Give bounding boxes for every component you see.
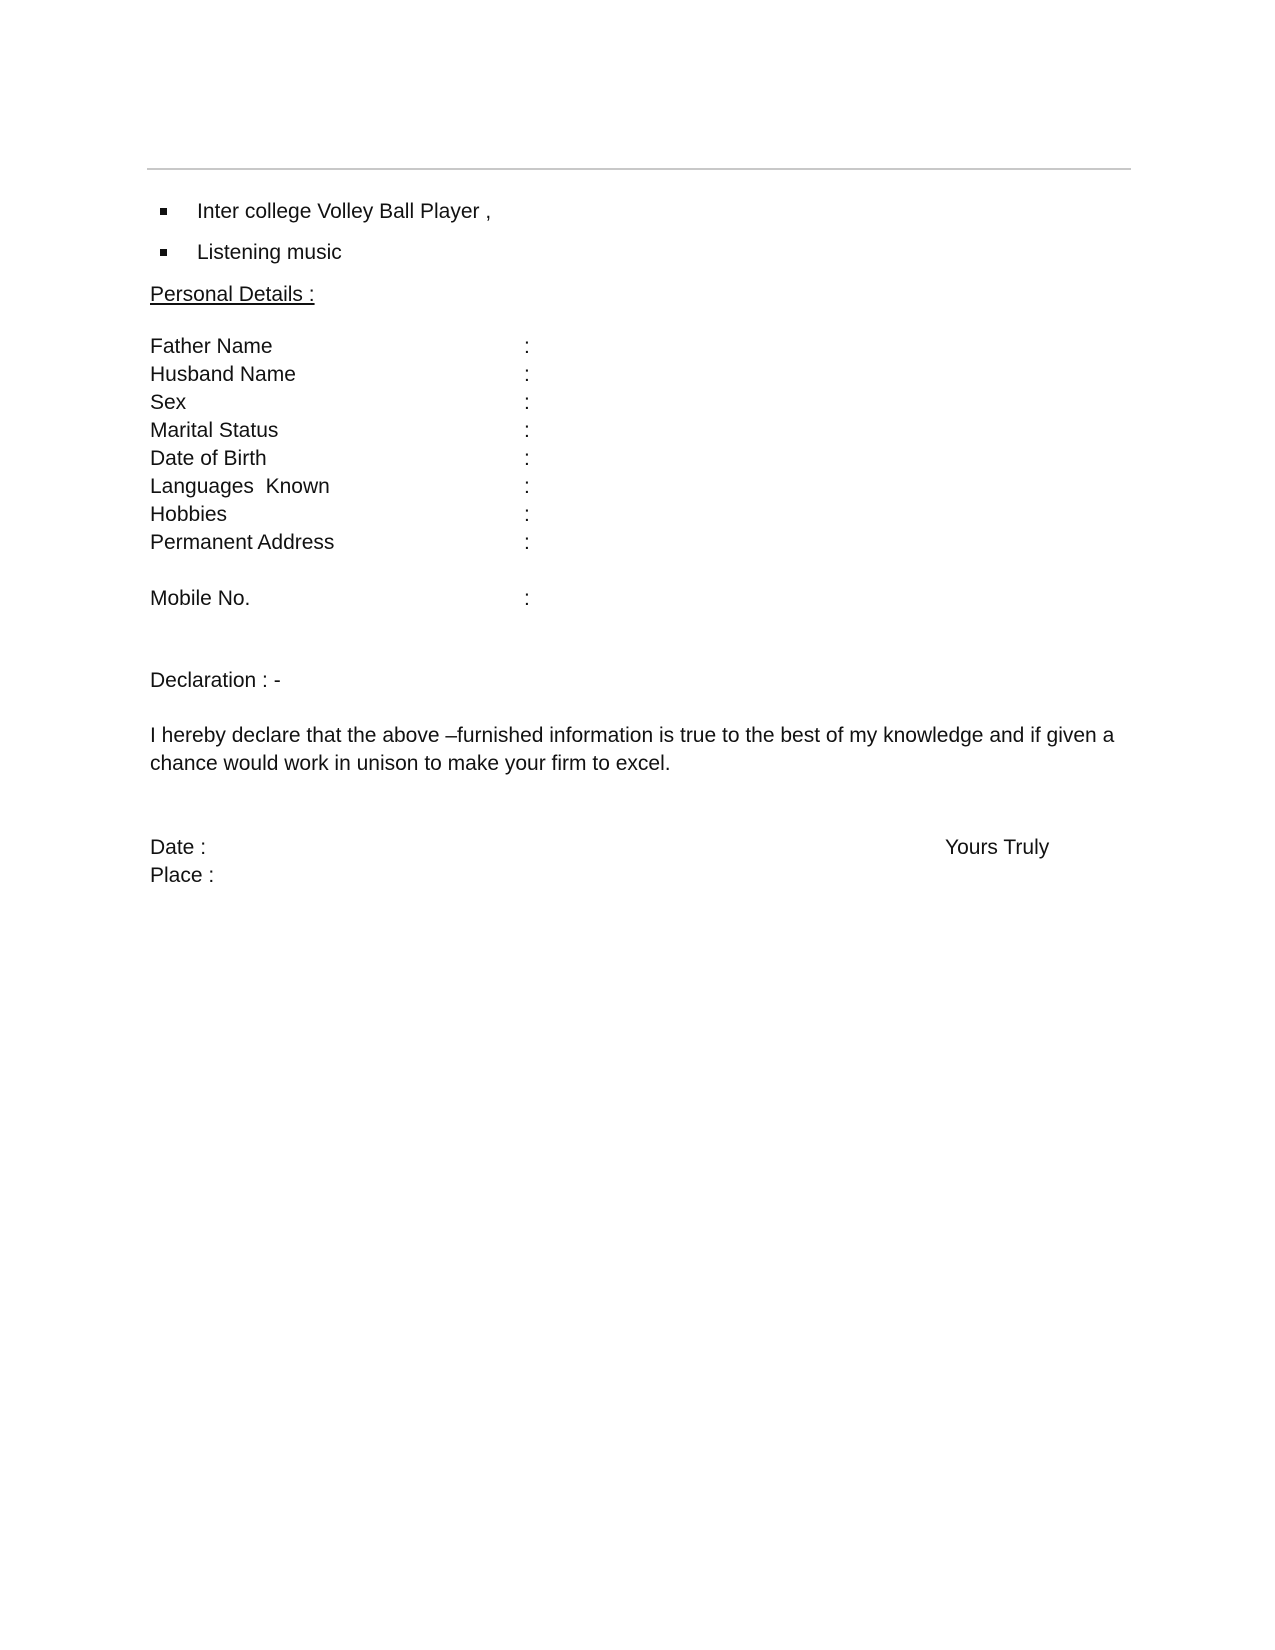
detail-colon: : bbox=[524, 475, 530, 498]
square-bullet-icon bbox=[160, 249, 167, 256]
detail-row-permanent-address bbox=[150, 529, 600, 557]
header-divider bbox=[147, 168, 1131, 170]
detail-label: Languages Known bbox=[150, 475, 330, 498]
detail-row-sex bbox=[150, 389, 600, 417]
detail-label: Husband Name bbox=[150, 363, 296, 386]
detail-label: Permanent Address bbox=[150, 531, 335, 554]
detail-label: Sex bbox=[150, 391, 187, 414]
detail-label: Marital Status bbox=[150, 419, 279, 442]
detail-label: Hobbies bbox=[150, 503, 228, 526]
detail-row-husband-name bbox=[150, 361, 600, 389]
detail-colon: : bbox=[524, 391, 530, 414]
detail-colon: : bbox=[524, 363, 530, 386]
declaration-text: I hereby declare that the above –furnished information is true to the best of my knowledge and if given a chance would work in unison to make your firm to excel. bbox=[150, 724, 1115, 775]
detail-colon: : bbox=[524, 531, 530, 554]
personal-details-heading: Personal Details : bbox=[150, 283, 315, 306]
detail-colon: : bbox=[524, 503, 530, 526]
detail-colon: : bbox=[524, 587, 530, 610]
detail-colon: : bbox=[524, 335, 530, 358]
declaration-heading: Declaration : - bbox=[150, 669, 281, 692]
date-label: Date : bbox=[150, 836, 207, 859]
detail-row-marital-status bbox=[150, 417, 600, 445]
closing-signature: Yours Truly bbox=[945, 836, 1050, 859]
place-label: Place : bbox=[150, 864, 215, 887]
detail-row-date-of-birth bbox=[150, 445, 600, 473]
detail-label: Mobile No. bbox=[150, 587, 251, 610]
detail-label: Date of Birth bbox=[150, 447, 267, 470]
detail-row-father-name bbox=[150, 333, 600, 361]
detail-row-languages-known bbox=[150, 473, 600, 501]
detail-row-mobile-no bbox=[150, 585, 600, 613]
list-item-text: Listening music bbox=[197, 241, 342, 264]
detail-colon: : bbox=[524, 419, 530, 442]
square-bullet-icon bbox=[160, 208, 167, 215]
detail-row-hobbies bbox=[150, 501, 600, 529]
detail-colon: : bbox=[524, 447, 530, 470]
personal-details-table bbox=[150, 333, 600, 613]
list-item-text: Inter college Volley Ball Player , bbox=[197, 200, 492, 223]
detail-label: Father Name bbox=[150, 335, 273, 358]
